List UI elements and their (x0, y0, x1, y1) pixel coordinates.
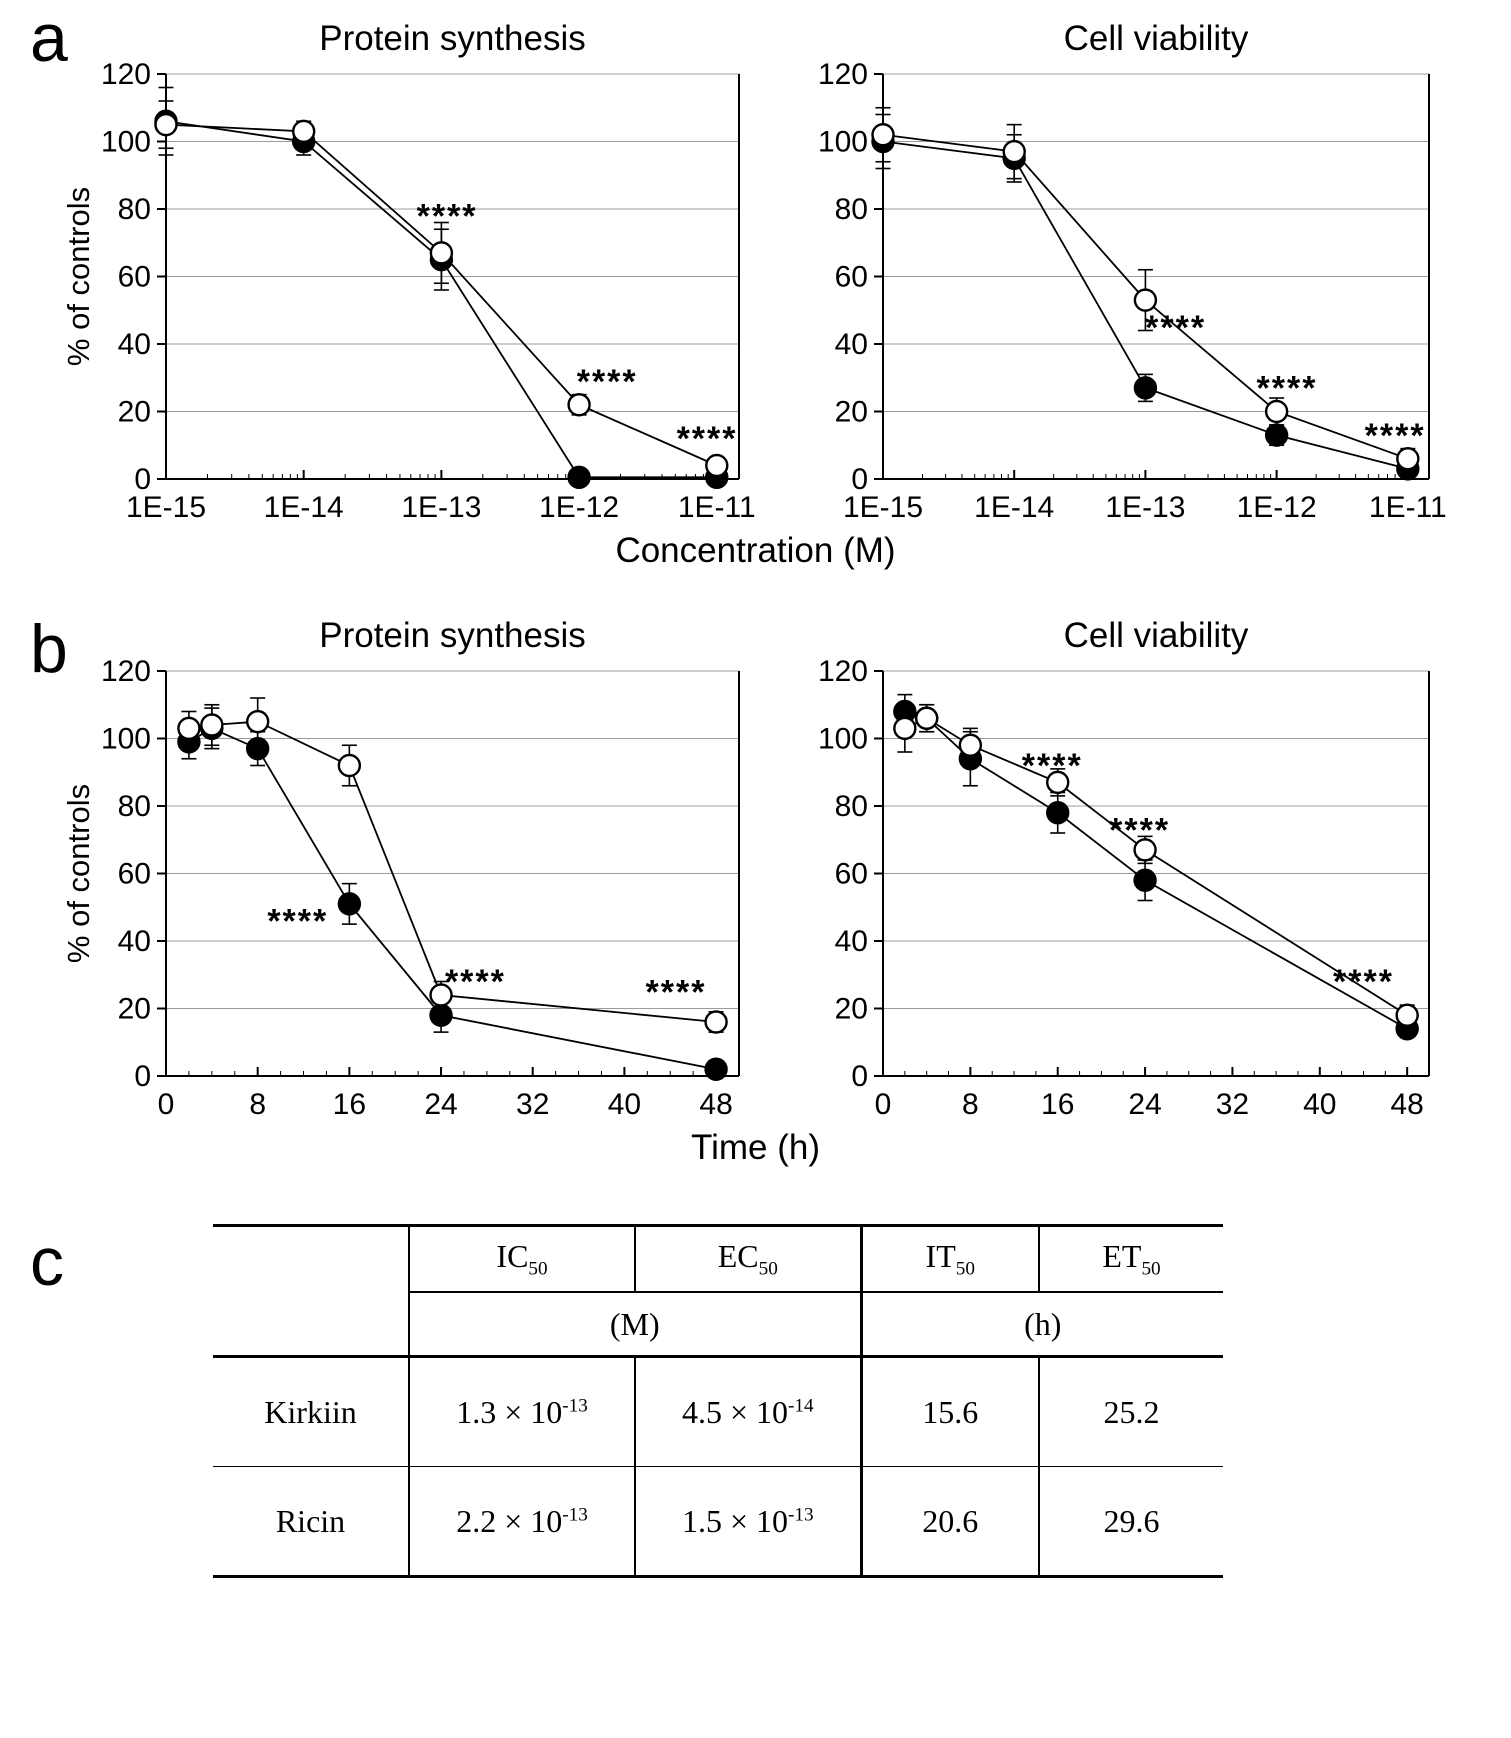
units-hours: (h) (861, 1292, 1223, 1357)
chart-cell-viability-vs-concentration (811, 14, 1451, 529)
svg-text:****: **** (444, 963, 506, 1002)
kirkiin-it50: 15.6 (861, 1357, 1039, 1467)
svg-text:0: 0 (133, 463, 151, 496)
ricin-ec50: $1.5 \times 10^{-13}$ (635, 1467, 861, 1577)
svg-text:1E-12: 1E-12 (538, 491, 619, 524)
svg-text:1E-11: 1E-11 (1368, 491, 1447, 524)
svg-text:120: 120 (817, 58, 868, 91)
svg-text:1E-14: 1E-14 (263, 491, 344, 524)
svg-text:16: 16 (1040, 1088, 1074, 1121)
svg-text:****: **** (676, 420, 738, 459)
panel-b (0, 611, 1511, 1168)
svg-text:80: 80 (117, 193, 151, 226)
svg-text:40: 40 (834, 328, 868, 361)
svg-text:****: **** (576, 362, 638, 401)
svg-text:0: 0 (157, 1088, 174, 1121)
table-row-ricin (213, 1467, 1223, 1577)
svg-text:100: 100 (100, 722, 151, 756)
chart-cell-viability-vs-time (811, 611, 1451, 1126)
panel-c (0, 1224, 1511, 1578)
svg-text:40: 40 (117, 925, 151, 958)
svg-text:****: **** (266, 902, 328, 941)
svg-text:0: 0 (850, 463, 868, 496)
svg-text:****: **** (1364, 416, 1426, 455)
svg-text:****: **** (416, 197, 478, 236)
kirkiin-ec50: $4.5 \times 10^{-14}$ (635, 1357, 861, 1467)
ricin-it50: 20.6 (861, 1467, 1039, 1577)
table-corner-cell (213, 1226, 409, 1293)
svg-text:0: 0 (850, 1060, 868, 1093)
panel-c-label: c (30, 1224, 64, 1300)
svg-text:1E-14: 1E-14 (973, 491, 1054, 524)
svg-text:1E-15: 1E-15 (125, 491, 206, 524)
svg-text:% of controls: % of controls (60, 186, 96, 367)
svg-text:40: 40 (1302, 1088, 1336, 1121)
svg-text:****: **** (1144, 308, 1206, 347)
svg-text:1E-13: 1E-13 (1104, 491, 1185, 524)
svg-text:60: 60 (834, 857, 868, 891)
svg-text:120: 120 (817, 655, 868, 688)
svg-text:16: 16 (332, 1088, 366, 1121)
col-header-et50: $ET_{50}$ (1039, 1226, 1223, 1293)
svg-text:100: 100 (100, 125, 151, 159)
col-header-it50: $IT_{50}$ (861, 1226, 1039, 1293)
svg-text:120: 120 (100, 58, 151, 91)
svg-text:8: 8 (248, 1088, 266, 1121)
svg-text:20: 20 (834, 395, 868, 429)
svg-text:80: 80 (834, 790, 868, 823)
svg-text:1E-11: 1E-11 (677, 491, 756, 524)
svg-text:1E-12: 1E-12 (1236, 491, 1317, 524)
svg-text:****: **** (1332, 963, 1394, 1002)
svg-text:20: 20 (117, 992, 151, 1026)
svg-text:1E-15: 1E-15 (842, 491, 923, 524)
panel-a (0, 0, 1511, 571)
svg-text:60: 60 (117, 857, 151, 891)
svg-text:80: 80 (117, 790, 151, 823)
ic50-ec50-table (213, 1224, 1223, 1578)
svg-text:20: 20 (834, 992, 868, 1026)
svg-text:40: 40 (607, 1088, 641, 1121)
ricin-ic50: $2.2 \times 10^{-13}$ (409, 1467, 635, 1577)
svg-text:****: **** (1108, 811, 1170, 850)
table-header-row (213, 1226, 1223, 1293)
kirkiin-ic50: $1.3 \times 10^{-13}$ (409, 1357, 635, 1467)
svg-text:100: 100 (817, 722, 868, 756)
chart-protein-synthesis-vs-concentration (61, 14, 761, 529)
svg-text:32: 32 (515, 1088, 549, 1121)
units-molar: (M) (409, 1292, 861, 1357)
svg-text:24: 24 (423, 1088, 458, 1121)
svg-text:0: 0 (874, 1088, 891, 1121)
svg-text:8: 8 (961, 1088, 979, 1121)
svg-text:24: 24 (1127, 1088, 1162, 1121)
svg-text:100: 100 (817, 125, 868, 159)
svg-text:120: 120 (100, 655, 151, 688)
svg-text:****: **** (1021, 747, 1083, 786)
svg-text:60: 60 (117, 260, 151, 294)
svg-text:0: 0 (133, 1060, 151, 1093)
panel-b-label: b (30, 611, 68, 687)
row-label-ricin: Ricin (213, 1467, 409, 1577)
table-row-kirkiin (213, 1357, 1223, 1467)
kirkiin-et50: 25.2 (1039, 1357, 1223, 1467)
panel-b-x-axis-label: Time (h) (691, 1128, 820, 1167)
svg-text:48: 48 (1389, 1088, 1424, 1121)
svg-text:80: 80 (834, 193, 868, 226)
svg-text:20: 20 (117, 395, 151, 429)
svg-text:% of controls: % of controls (60, 783, 96, 964)
chart-protein-synthesis-vs-time (61, 611, 761, 1126)
col-header-ec50: $EC_{50}$ (635, 1226, 861, 1293)
ricin-et50: 29.6 (1039, 1467, 1223, 1577)
svg-text:****: **** (645, 973, 706, 1012)
col-header-ic50: $IC_{50}$ (409, 1226, 635, 1293)
svg-text:Protein synthesis: Protein synthesis (318, 616, 586, 655)
svg-text:Protein synthesis: Protein synthesis (318, 19, 586, 58)
svg-text:Cell viability: Cell viability (1063, 616, 1248, 655)
svg-text:48: 48 (698, 1088, 733, 1121)
panel-a-charts-row (0, 14, 1511, 529)
svg-text:40: 40 (834, 925, 868, 958)
svg-text:1E-13: 1E-13 (400, 491, 481, 524)
table-units-row (213, 1292, 1223, 1357)
panel-a-x-axis-label: Concentration (M) (615, 531, 896, 570)
panel-a-label: a (30, 0, 68, 76)
svg-text:32: 32 (1215, 1088, 1249, 1121)
panel-b-charts-row (0, 611, 1511, 1126)
svg-text:Cell viability: Cell viability (1063, 19, 1248, 58)
svg-text:****: **** (1256, 369, 1317, 408)
svg-text:60: 60 (834, 260, 868, 294)
units-blank-cell (213, 1292, 409, 1357)
row-label-kirkiin: Kirkiin (213, 1357, 409, 1467)
svg-text:40: 40 (117, 328, 151, 361)
